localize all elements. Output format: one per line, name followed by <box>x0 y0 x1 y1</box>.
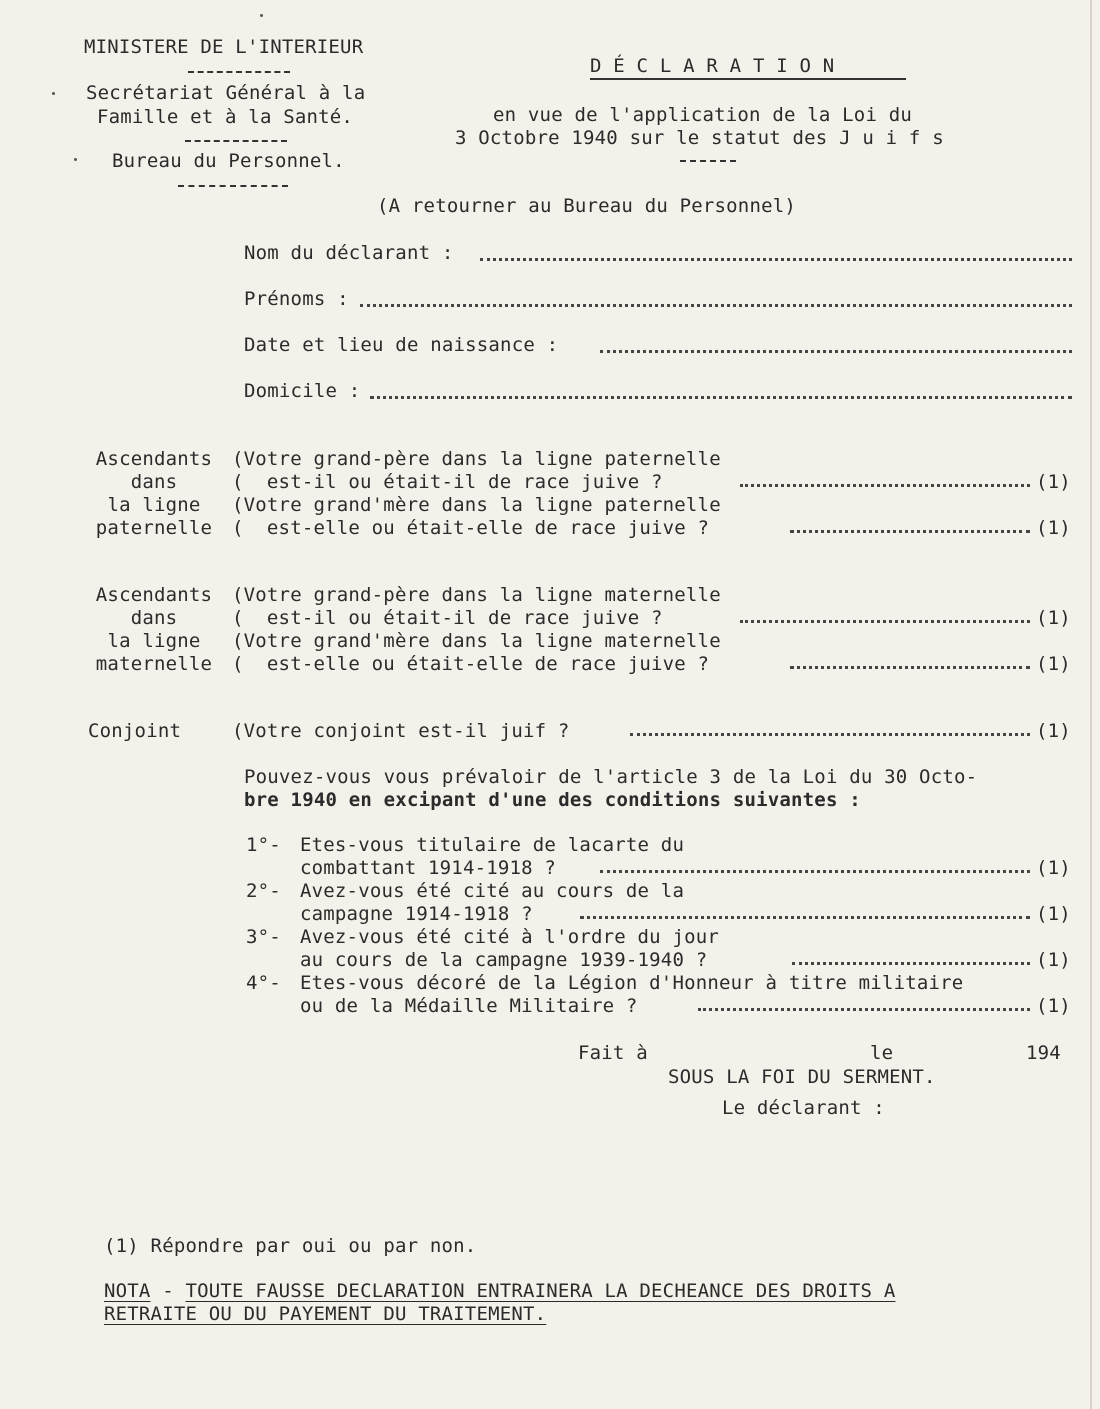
field-line-naissance[interactable] <box>600 350 1072 353</box>
condition-text: ou de la Médaille Militaire ? <box>300 995 638 1017</box>
field-line-prenoms[interactable] <box>360 304 1072 307</box>
year-prefix: 194 <box>1026 1042 1061 1064</box>
footnote-marker: (1) <box>1036 607 1071 629</box>
answer-line[interactable] <box>792 962 1030 965</box>
nota-label: NOTA <box>104 1280 151 1302</box>
answer-line[interactable] <box>790 666 1030 669</box>
answer-line[interactable] <box>740 484 1030 487</box>
field-line-domicile[interactable] <box>370 396 1072 399</box>
section-label: Ascendants <box>95 448 213 470</box>
article3-text: Pouvez-vous vous prévaloir de l'article 3 de la Loi du 30 Octo- <box>244 766 978 788</box>
section-label: dans <box>130 607 178 629</box>
footnote-marker: (1) <box>1036 903 1071 925</box>
divider <box>185 140 287 142</box>
answer-line[interactable] <box>600 870 1030 873</box>
section-label: la ligne <box>107 494 201 516</box>
nota-text: TOUTE FAUSSE DECLARATION ENTRAINERA LA DECHEANCE DES DROITS A <box>185 1280 896 1302</box>
answer-line[interactable] <box>698 1008 1030 1011</box>
footnote-marker: (1) <box>1036 653 1071 675</box>
condition-number: 3°- <box>246 926 281 948</box>
condition-text: Avez-vous été cité au cours de la <box>300 880 685 902</box>
document-title: D É C L A R A T I O N <box>590 55 906 80</box>
section-label: paternelle <box>95 517 213 539</box>
footnote-marker: (1) <box>1036 995 1071 1017</box>
divider <box>680 160 736 162</box>
condition-text: combattant 1914-1918 ? <box>300 857 557 879</box>
bureau-name: Bureau du Personnel. <box>112 150 345 172</box>
condition-text: Etes-vous décoré de la Légion d'Honneur à titre militaire <box>300 972 964 994</box>
field-line-nom[interactable] <box>480 258 1072 261</box>
footnote-marker: (1) <box>1036 857 1071 879</box>
answer-line[interactable] <box>630 733 1030 736</box>
secretariat-line1: Secrétariat Général à la <box>86 82 366 104</box>
conjoint-label: Conjoint <box>88 720 182 742</box>
footnote-marker: (1) <box>1036 949 1071 971</box>
question-text: ( est-elle ou était-elle de race juive ? <box>232 653 710 675</box>
conjoint-question: (Votre conjoint est-il juif ? <box>232 720 570 742</box>
paper-speck <box>260 14 263 17</box>
divider <box>188 71 290 73</box>
nota-line1 <box>104 1280 895 1303</box>
field-label-nom: Nom du déclarant : <box>244 242 454 264</box>
article3-text: bre 1940 en excipant d'une des conditions suivantes : <box>244 789 861 811</box>
question-text: (Votre grand'mère dans la ligne paternelle <box>232 494 721 516</box>
field-label-naissance: Date et lieu de naissance : <box>244 334 559 356</box>
page-edge <box>1090 0 1092 1409</box>
question-text: (Votre grand-père dans la ligne paternelle <box>232 448 721 470</box>
question-text: ( est-elle ou était-elle de race juive ? <box>232 517 710 539</box>
answer-line[interactable] <box>790 530 1030 533</box>
question-text: ( est-il ou était-il de race juive ? <box>232 471 663 493</box>
condition-text: au cours de la campagne 1939-1940 ? <box>300 949 708 971</box>
paper-speck <box>74 158 77 161</box>
question-text: ( est-il ou était-il de race juive ? <box>232 607 663 629</box>
footnote-marker: (1) <box>1036 517 1071 539</box>
question-text: (Votre grand'mère dans la ligne maternelle <box>232 630 721 652</box>
paper-speck <box>52 92 55 95</box>
ministry-name: MINISTERE DE L'INTERIEUR <box>84 36 364 58</box>
nota-text: RETRAITE OU DU PAYEMENT DU TRAITEMENT. <box>104 1303 547 1325</box>
field-label-domicile: Domicile : <box>244 380 361 402</box>
nota-separator: - <box>150 1280 186 1302</box>
condition-number: 4°- <box>246 972 281 994</box>
section-label: la ligne <box>107 630 201 652</box>
secretariat-line2: Famille et à la Santé. <box>97 106 354 128</box>
condition-text: Avez-vous été cité à l'ordre du jour <box>300 926 720 948</box>
section-label: Ascendants <box>95 584 213 606</box>
fait-a-label: Fait à <box>578 1042 648 1064</box>
declarant-label: Le déclarant : <box>722 1097 885 1119</box>
field-label-prenoms: Prénoms : <box>244 288 349 310</box>
footnote-text: (1) Répondre par oui ou par non. <box>104 1235 477 1257</box>
title-sub1: en vue de l'application de la Loi du <box>493 104 913 126</box>
divider <box>178 185 288 187</box>
date-le-label: le <box>870 1042 894 1064</box>
footnote-marker: (1) <box>1036 720 1071 742</box>
answer-line[interactable] <box>740 620 1030 623</box>
serment-text: SOUS LA FOI DU SERMENT. <box>668 1066 936 1088</box>
nota-line2 <box>104 1303 546 1326</box>
section-label: dans <box>130 471 178 493</box>
return-note: (A retourner au Bureau du Personnel) <box>377 195 797 217</box>
condition-text: Etes-vous titulaire de lacarte du <box>300 834 685 856</box>
condition-text: campagne 1914-1918 ? <box>300 903 533 925</box>
answer-line[interactable] <box>580 916 1030 919</box>
section-label: maternelle <box>95 653 213 675</box>
condition-number: 1°- <box>246 834 281 856</box>
condition-number: 2°- <box>246 880 281 902</box>
question-text: (Votre grand-père dans la ligne maternelle <box>232 584 721 606</box>
title-sub2: 3 Octobre 1940 sur le statut des J u i f s <box>455 127 944 149</box>
footnote-marker: (1) <box>1036 471 1071 493</box>
